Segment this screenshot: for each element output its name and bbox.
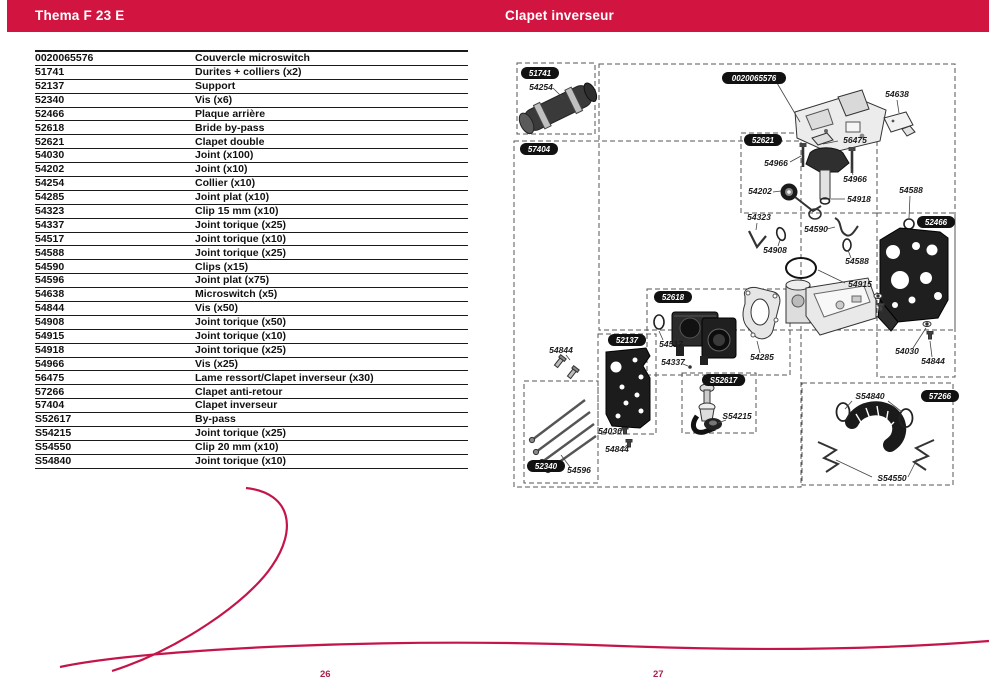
parts-table-wrap: [35, 50, 468, 469]
part-desc: Joint plat (x10): [195, 190, 468, 204]
part-label-pill-text: 52466: [924, 218, 948, 227]
part-callout: 54966: [843, 174, 867, 184]
table-row: [35, 329, 468, 343]
part-desc: Joint (x100): [195, 149, 468, 163]
part-desc: Clips (x15): [195, 260, 468, 274]
part-desc: Joint torique (x25): [195, 218, 468, 232]
part-callout: 54202: [748, 186, 772, 196]
part-desc: Joint torique (x50): [195, 315, 468, 329]
exploded-diagram: [508, 53, 963, 498]
part-desc: Joint torique (x25): [195, 427, 468, 441]
table-row: [35, 204, 468, 218]
table-row: [35, 427, 468, 441]
oring-54588-b-drawing: [843, 239, 851, 251]
table-row: [35, 121, 468, 135]
table-row: [35, 65, 468, 79]
part-ref: 54588: [35, 246, 195, 260]
part-desc: Collier (x10): [195, 177, 468, 191]
part-callout: 54908: [763, 245, 787, 255]
part-label-pill-text: 51741: [528, 69, 552, 78]
table-row: [35, 260, 468, 274]
table-row: [35, 177, 468, 191]
part-callout: 54588: [899, 185, 923, 195]
part-ref: 54285: [35, 190, 195, 204]
part-ref: 52137: [35, 79, 195, 93]
part-ref: 51741: [35, 65, 195, 79]
part-desc: Joint (x10): [195, 163, 468, 177]
table-row: [35, 274, 468, 288]
part-callout: 54517: [659, 339, 683, 349]
table-row: [35, 440, 468, 454]
table-row: [35, 343, 468, 357]
header-bar: [7, 0, 989, 32]
plaque-52466-drawing: [878, 228, 948, 331]
callout-leader-line: [790, 156, 801, 162]
part-callout: 54030: [598, 426, 622, 436]
table-row: [35, 315, 468, 329]
part-ref: 56475: [35, 371, 195, 385]
microswitch-54638-drawing: [884, 112, 915, 136]
table-row: [35, 107, 468, 121]
part-ref: 54918: [35, 343, 195, 357]
part-desc: Couvercle microswitch: [195, 51, 468, 65]
part-label-pill-text: 52618: [661, 293, 685, 302]
part-ref: 54202: [35, 163, 195, 177]
part-callout: 54918: [847, 194, 871, 204]
part-label-pill-text: 57266: [928, 392, 952, 401]
part-ref: 54844: [35, 302, 195, 316]
page-number-left: 26: [320, 669, 331, 680]
part-ref: S54215: [35, 427, 195, 441]
oring-54908-drawing: [775, 227, 787, 242]
oring-54517-drawing: [654, 315, 664, 329]
part-callout: S54215: [722, 411, 752, 421]
part-desc: Clapet inverseur: [195, 399, 468, 413]
table-row: [35, 399, 468, 413]
part-callout: 54285: [750, 352, 774, 362]
part-desc: Vis (x50): [195, 302, 468, 316]
table-row: [35, 385, 468, 399]
part-ref: S52617: [35, 413, 195, 427]
part-ref: S54550: [35, 440, 195, 454]
callout-leader-line: [818, 270, 845, 283]
part-desc: Joint torique (x10): [195, 232, 468, 246]
part-label-pill-text: 52137: [615, 336, 639, 345]
parts-table-body: [35, 51, 468, 468]
cover-0020065576-drawing: [795, 90, 886, 153]
page-number-right: 27: [653, 669, 664, 680]
part-ref: 52618: [35, 121, 195, 135]
table-row: [35, 246, 468, 260]
callout-leader-line: [773, 191, 781, 192]
part-desc: Support: [195, 79, 468, 93]
part-ref: 54596: [35, 274, 195, 288]
part-desc: Clapet double: [195, 135, 468, 149]
section-title: Clapet inverseur: [505, 8, 614, 23]
part-callout: 54844: [921, 356, 945, 366]
part-callout: 54337: [661, 357, 685, 367]
part-desc: By-pass: [195, 413, 468, 427]
table-row: [35, 288, 468, 302]
part-desc: Joint torique (x25): [195, 246, 468, 260]
table-row: [35, 163, 468, 177]
callout-leader-line: [777, 83, 800, 122]
part-desc: Clip 15 mm (x10): [195, 204, 468, 218]
part-desc: Durites + colliers (x2): [195, 65, 468, 79]
table-row: [35, 413, 468, 427]
table-row: [35, 302, 468, 316]
part-label-pill-text: 52340: [534, 462, 558, 471]
parts-table: [35, 50, 468, 469]
part-label-pill-text: 57404: [527, 145, 551, 154]
part-ref: 54517: [35, 232, 195, 246]
table-row: [35, 93, 468, 107]
callout-leader-line: [930, 341, 932, 357]
table-row: [35, 135, 468, 149]
part-ref: 54638: [35, 288, 195, 302]
red-swoosh-decoration: [0, 460, 989, 699]
part-ref: 54337: [35, 218, 195, 232]
part-desc: Clip 20 mm (x10): [195, 440, 468, 454]
part-ref: 52621: [35, 135, 195, 149]
part-ref: 54966: [35, 357, 195, 371]
table-row: [35, 51, 468, 65]
part-callout: 54966: [764, 158, 788, 168]
table-row: [35, 79, 468, 93]
part-callout: S54840: [855, 391, 885, 401]
model-title: Thema F 23 E: [35, 8, 125, 23]
part-label-pill-text: 52621: [751, 136, 775, 145]
part-callout: 56475: [843, 135, 867, 145]
part-desc: Plaque arrière: [195, 107, 468, 121]
table-row: [35, 149, 468, 163]
table-row: [35, 371, 468, 385]
part-ref: 52340: [35, 93, 195, 107]
part-ref: 54915: [35, 329, 195, 343]
part-desc: Joint torique (x10): [195, 329, 468, 343]
callout-leader-line: [756, 223, 757, 230]
part-desc: Vis (x25): [195, 357, 468, 371]
part-desc: Vis (x6): [195, 93, 468, 107]
part-callout: 54844: [549, 345, 573, 355]
part-callout: 54915: [848, 279, 872, 289]
part-ref: 54254: [35, 177, 195, 191]
part-label-pill-text: 0020065576: [731, 74, 777, 83]
part-callout: 54323: [747, 212, 771, 222]
screw-54337-drawing: [688, 365, 692, 369]
part-ref: 54323: [35, 204, 195, 218]
gasket-54285-drawing: [743, 287, 780, 338]
part-ref: 57266: [35, 385, 195, 399]
part-callout: 54030: [895, 346, 919, 356]
bypass-S52617-drawing: [693, 384, 722, 432]
oring-54588-a-drawing: [904, 219, 914, 229]
part-callout: 54254: [529, 82, 553, 92]
part-label-pill-text: S52617: [709, 376, 738, 385]
part-desc: Joint plat (x75): [195, 274, 468, 288]
part-ref: 57404: [35, 399, 195, 413]
part-ref: 54590: [35, 260, 195, 274]
table-row: [35, 190, 468, 204]
part-desc: Microswitch (x5): [195, 288, 468, 302]
part-ref: 54908: [35, 315, 195, 329]
part-desc: Clapet anti-retour: [195, 385, 468, 399]
callout-leader-line: [827, 227, 835, 229]
part-desc: Joint torique (x25): [195, 343, 468, 357]
part-callout: 54588: [845, 256, 869, 266]
screws-54844-drawing: [553, 355, 579, 380]
part-callout: 54638: [885, 89, 909, 99]
part-ref: 0020065576: [35, 51, 195, 65]
table-row: [35, 232, 468, 246]
part-ref: 52466: [35, 107, 195, 121]
clip-54590-drawing: [835, 218, 858, 236]
part-desc: Lame ressort/Clapet inverseur (x30): [195, 371, 468, 385]
part-callout: S54550: [877, 473, 907, 483]
support-52137-drawing: [606, 348, 650, 428]
part-callout: 54596: [567, 465, 591, 475]
part-callout: 54590: [804, 224, 828, 234]
table-row: [35, 357, 468, 371]
callout-leader-line: [909, 196, 910, 218]
part-desc: Joint torique (x10): [195, 454, 468, 468]
callout-leader-line: [897, 100, 899, 113]
part-callout: 54844: [605, 444, 629, 454]
part-ref: 54030: [35, 149, 195, 163]
table-row: [35, 218, 468, 232]
part-ref: S54840: [35, 454, 195, 468]
part-desc: Bride by-pass: [195, 121, 468, 135]
callout-leader-line: [913, 328, 926, 348]
